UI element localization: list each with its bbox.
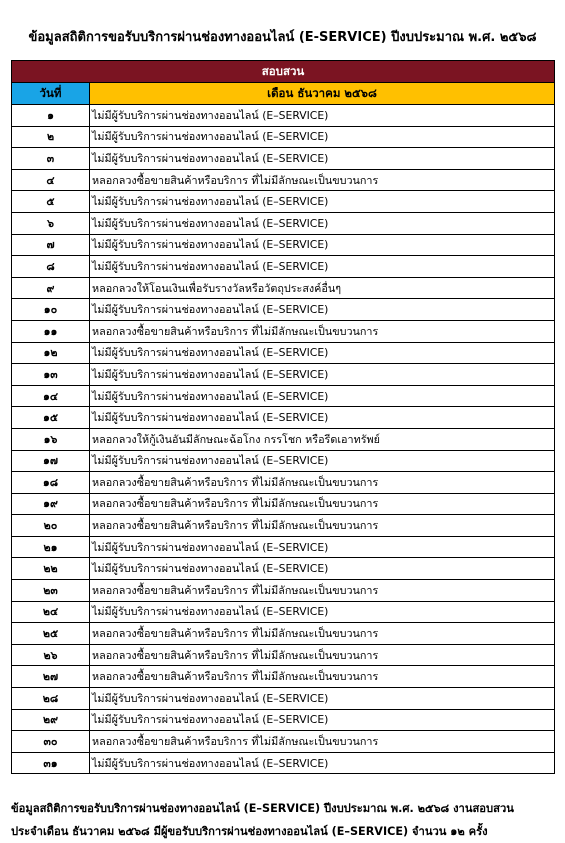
result-cell: ไม่มีผู้รับบริการผ่านช่องทางออนไลน์ (E–SERVICE) — [90, 256, 555, 278]
result-cell: ไม่มีผู้รับบริการผ่านช่องทางออนไลน์ (E–SERVICE) — [90, 558, 555, 580]
table-row — [12, 450, 555, 472]
table-row — [12, 126, 555, 148]
table-row — [12, 299, 555, 321]
table-row — [12, 364, 555, 386]
result-cell: ไม่มีผู้รับบริการผ่านช่องทางออนไลน์ (E–SERVICE) — [90, 752, 555, 774]
result-cell: หลอกลวงซื้อขายสินค้าหรือบริการ ที่ไม่มีลักษณะเป็นขบวนการ — [90, 493, 555, 515]
month-column-header: เดือน ธันวาคม ๒๕๖๘ — [90, 83, 555, 105]
result-cell: ไม่มีผู้รับบริการผ่านช่องทางออนไลน์ (E–SERVICE) — [90, 299, 555, 321]
day-cell: ๑๑ — [12, 320, 90, 342]
day-cell: ๓ — [12, 148, 90, 170]
day-cell: ๗ — [12, 234, 90, 256]
day-cell: ๑๐ — [12, 299, 90, 321]
day-cell: ๑ — [12, 105, 90, 127]
result-cell: หลอกลวงซื้อขายสินค้าหรือบริการ ที่ไม่มีลักษณะเป็นขบวนการ — [90, 666, 555, 688]
day-cell: ๒๒ — [12, 558, 90, 580]
result-cell: ไม่มีผู้รับบริการผ่านช่องทางออนไลน์ (E–SERVICE) — [90, 234, 555, 256]
day-cell: ๒๓ — [12, 580, 90, 602]
table-row — [12, 342, 555, 364]
table-row — [12, 385, 555, 407]
result-cell: ไม่มีผู้รับบริการผ่านช่องทางออนไลน์ (E–SERVICE) — [90, 212, 555, 234]
day-cell: ๒๖ — [12, 644, 90, 666]
section-header-row — [12, 61, 555, 83]
result-cell: หลอกลวงซื้อขายสินค้าหรือบริการ ที่ไม่มีลักษณะเป็นขบวนการ — [90, 515, 555, 537]
day-cell: ๒๘ — [12, 688, 90, 710]
day-cell: ๑๘ — [12, 472, 90, 494]
day-cell: ๔ — [12, 169, 90, 191]
day-cell: ๘ — [12, 256, 90, 278]
table-row — [12, 580, 555, 602]
result-cell: หลอกลวงซื้อขายสินค้าหรือบริการ ที่ไม่มีลักษณะเป็นขบวนการ — [90, 731, 555, 753]
day-cell: ๑๔ — [12, 385, 90, 407]
table-row — [12, 105, 555, 127]
table-row — [12, 558, 555, 580]
table-row — [12, 623, 555, 645]
day-cell: ๙ — [12, 277, 90, 299]
day-cell: ๒๙ — [12, 709, 90, 731]
table-body — [12, 61, 555, 774]
result-cell: หลอกลวงให้กู้เงินอันมีลักษณะฉ้อโกง กรรโชก หรือรีดเอาทรัพย์ — [90, 428, 555, 450]
result-cell: หลอกลวงซื้อขายสินค้าหรือบริการ ที่ไม่มีลักษณะเป็นขบวนการ — [90, 623, 555, 645]
table-row — [12, 536, 555, 558]
result-cell: ไม่มีผู้รับบริการผ่านช่องทางออนไลน์ (E–SERVICE) — [90, 536, 555, 558]
day-cell: ๒๐ — [12, 515, 90, 537]
section-header: สอบสวน — [12, 61, 555, 83]
result-cell: ไม่มีผู้รับบริการผ่านช่องทางออนไลน์ (E–SERVICE) — [90, 688, 555, 710]
day-cell: ๒๔ — [12, 601, 90, 623]
summary-footer — [11, 797, 556, 843]
table-row — [12, 644, 555, 666]
table-row — [12, 731, 555, 753]
day-cell: ๒๑ — [12, 536, 90, 558]
day-cell: ๑๓ — [12, 364, 90, 386]
day-cell: ๕ — [12, 191, 90, 213]
result-cell: หลอกลวงซื้อขายสินค้าหรือบริการ ที่ไม่มีลักษณะเป็นขบวนการ — [90, 580, 555, 602]
table-row — [12, 407, 555, 429]
table-row — [12, 688, 555, 710]
table-row — [12, 493, 555, 515]
result-cell: หลอกลวงซื้อขายสินค้าหรือบริการ ที่ไม่มีลักษณะเป็นขบวนการ — [90, 169, 555, 191]
result-cell: ไม่มีผู้รับบริการผ่านช่องทางออนไลน์ (E–SERVICE) — [90, 105, 555, 127]
result-cell: หลอกลวงซื้อขายสินค้าหรือบริการ ที่ไม่มีลักษณะเป็นขบวนการ — [90, 320, 555, 342]
table-row — [12, 169, 555, 191]
result-cell: ไม่มีผู้รับบริการผ่านช่องทางออนไลน์ (E–SERVICE) — [90, 709, 555, 731]
day-cell: ๒ — [12, 126, 90, 148]
table-row — [12, 277, 555, 299]
result-cell: ไม่มีผู้รับบริการผ่านช่องทางออนไลน์ (E–SERVICE) — [90, 601, 555, 623]
day-cell: ๑๒ — [12, 342, 90, 364]
result-cell: หลอกลวงซื้อขายสินค้าหรือบริการ ที่ไม่มีลักษณะเป็นขบวนการ — [90, 472, 555, 494]
result-cell: ไม่มีผู้รับบริการผ่านช่องทางออนไลน์ (E–SERVICE) — [90, 126, 555, 148]
day-cell: ๑๕ — [12, 407, 90, 429]
day-cell: ๑๗ — [12, 450, 90, 472]
table-row — [12, 428, 555, 450]
table-row — [12, 515, 555, 537]
table-row — [12, 256, 555, 278]
table-row — [12, 191, 555, 213]
day-column-header: วันที่ — [12, 83, 90, 105]
table-row — [12, 234, 555, 256]
summary-line-2: ประจำเดือน ธันวาคม ๒๕๖๘ มีผู้ขอรับบริการผ่านช่องทางออนไลน์ (E–SERVICE) จำนวน ๑๒ ครั้ง — [11, 825, 488, 838]
day-cell: ๓๑ — [12, 752, 90, 774]
day-cell: ๖ — [12, 212, 90, 234]
table-row — [12, 709, 555, 731]
result-cell: ไม่มีผู้รับบริการผ่านช่องทางออนไลน์ (E–SERVICE) — [90, 342, 555, 364]
day-cell: ๒๕ — [12, 623, 90, 645]
result-cell: หลอกลวงซื้อขายสินค้าหรือบริการ ที่ไม่มีลักษณะเป็นขบวนการ — [90, 644, 555, 666]
summary-line-1: ข้อมูลสถิติการขอรับบริการผ่านช่องทางออนไลน์ (E–SERVICE) ปีงบประมาณ พ.ศ. ๒๕๖๘ งานสอบสวน — [11, 802, 514, 815]
day-cell: ๑๙ — [12, 493, 90, 515]
column-header-row — [12, 83, 555, 105]
page-title: ข้อมูลสถิติการขอรับบริการผ่านช่องทางออนไลน์ (E-SERVICE) ปีงบประมาณ พ.ศ. ๒๕๖๘ — [28, 30, 537, 45]
table-row — [12, 472, 555, 494]
result-cell: หลอกลวงให้โอนเงินเพื่อรับรางวัลหรือวัตถุประสงค์อื่นๆ — [90, 277, 555, 299]
result-cell: ไม่มีผู้รับบริการผ่านช่องทางออนไลน์ (E–SERVICE) — [90, 148, 555, 170]
day-cell: ๓๐ — [12, 731, 90, 753]
table-row — [12, 212, 555, 234]
day-cell: ๒๗ — [12, 666, 90, 688]
result-cell: ไม่มีผู้รับบริการผ่านช่องทางออนไลน์ (E–SERVICE) — [90, 450, 555, 472]
table-row — [12, 666, 555, 688]
result-cell: ไม่มีผู้รับบริการผ่านช่องทางออนไลน์ (E–SERVICE) — [90, 364, 555, 386]
table-row — [12, 148, 555, 170]
day-cell: ๑๖ — [12, 428, 90, 450]
result-cell: ไม่มีผู้รับบริการผ่านช่องทางออนไลน์ (E–SERVICE) — [90, 385, 555, 407]
result-cell: ไม่มีผู้รับบริการผ่านช่องทางออนไลน์ (E–SERVICE) — [90, 407, 555, 429]
table-row — [12, 601, 555, 623]
table-row — [12, 752, 555, 774]
table-row — [12, 320, 555, 342]
service-stats-table — [11, 60, 555, 774]
result-cell: ไม่มีผู้รับบริการผ่านช่องทางออนไลน์ (E–SERVICE) — [90, 191, 555, 213]
